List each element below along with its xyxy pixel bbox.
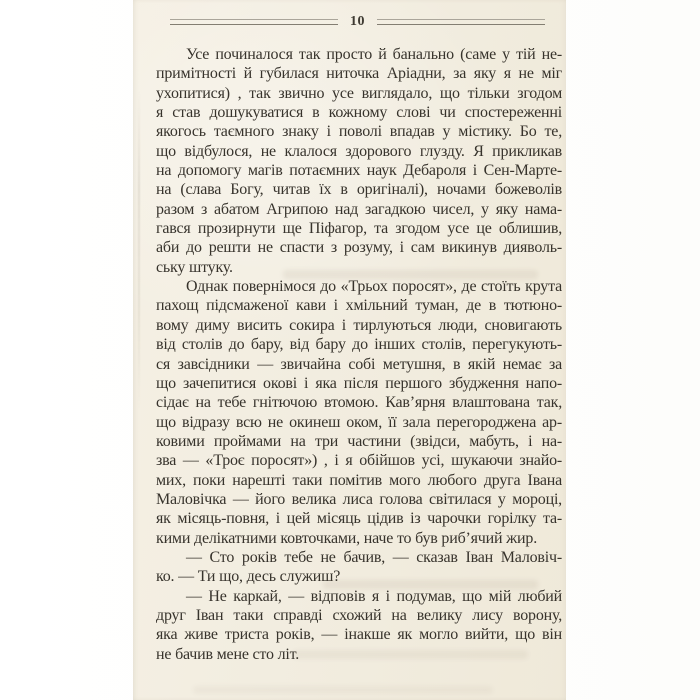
text-line: сідає на тебе гнітючою втомою. Кав’ярня влаштована так,: [156, 394, 562, 412]
paragraph: [156, 45, 562, 277]
text-line: аби до решти не спасти з розуму, і сам викинув дияволь-: [156, 239, 562, 257]
ink-bleed-mark: [193, 686, 493, 694]
page-header: [170, 14, 545, 30]
text-line: на (слава Богу, читав їх в оригіналі), ночами божеволів: [156, 181, 562, 199]
text-line: ся завсідники — звичайна собі метушня, в якій немає за: [156, 355, 562, 373]
header-rule-left: [170, 19, 338, 25]
text-line: як місяць-повня, і цей місяць цідив із чарочки горілку та-: [156, 510, 562, 528]
text-line: разом з абатом Агрипою над загадкою чисел, у яку нама-: [156, 200, 562, 218]
text-line: на допомогу магів потаємних наук Дебароля і Сен-Марте-: [156, 162, 562, 180]
text-line: ковими проймами на три частини (звідси, мабуть, і на-: [156, 432, 562, 450]
text-line: кими делікатними ковточками, наче то був риб’ячий жир.: [156, 529, 537, 547]
text-line: — Не каркай, — відповів я і подумав, що мій любий: [186, 587, 562, 605]
text-line: вому диму висить сокира і тирлуються люди, сновигають: [156, 316, 562, 334]
page-body: [156, 45, 562, 664]
header-rule-right: [377, 19, 545, 25]
text-line: мих, поки нарешті таки помітив мого любого друга Івана: [156, 471, 562, 489]
text-line: зва — «Троє поросят») , і я обійшов усі, шукаючи знайо-: [156, 452, 562, 470]
text-line: ко. — Ти що, десь служиш?: [156, 568, 341, 586]
text-line: я став дошукуватися в кожному слові чи спостереженні: [156, 104, 562, 122]
page-number: 10: [350, 14, 365, 29]
paragraph: [156, 548, 562, 587]
paragraph: [156, 587, 562, 664]
text-line: друг Іван таки справді схожий на велику лису ворону,: [156, 606, 562, 624]
text-line: що відбулося, не клалося здорового глузду. Я прикликав: [156, 142, 562, 160]
text-line: Маловічка — його велика лиса голова світилася у мороці,: [156, 490, 562, 508]
text-line: пахощ підсмаженої кави і хмільний туман, де в тютюно-: [156, 297, 562, 315]
book-page: [133, 0, 566, 700]
text-line: гався прозирнути ще Піфагор, та згодом усе це облишив,: [156, 220, 562, 238]
paragraph: [156, 277, 562, 548]
text-line: не бачив мене сто літ.: [156, 645, 300, 663]
text-line: Усе починалося так просто й банально (саме у тій не-: [186, 46, 562, 63]
text-line: від столів до бару, від бару до інших столів, перегукують-: [156, 336, 562, 354]
text-line: примітності й губилася ниточка Аріадни, за яку я не міг: [156, 65, 562, 83]
page-crease: [138, 90, 140, 410]
text-line: що відразу всю не окинеш оком, її зала перегороджена ар-: [156, 413, 562, 431]
text-line: ську штуку.: [156, 258, 233, 276]
text-line: що зачепитися окові і яка після першого збудження напо-: [156, 374, 562, 392]
text-line: — Сто років тебе не бачив, — сказав Іван Маловіч-: [186, 548, 562, 566]
text-line: яка живе триста років, — інакше як могло вийти, що він: [156, 626, 562, 644]
text-line: якогось таємного знаку і поволі впадав у містику. Бо те,: [156, 123, 562, 141]
text-line: ухопитися) , так звично усе виглядало, що тільки згодом: [156, 84, 562, 102]
text-line: Однак повернімося до «Трьох поросят», де стоїть крута: [186, 278, 562, 296]
